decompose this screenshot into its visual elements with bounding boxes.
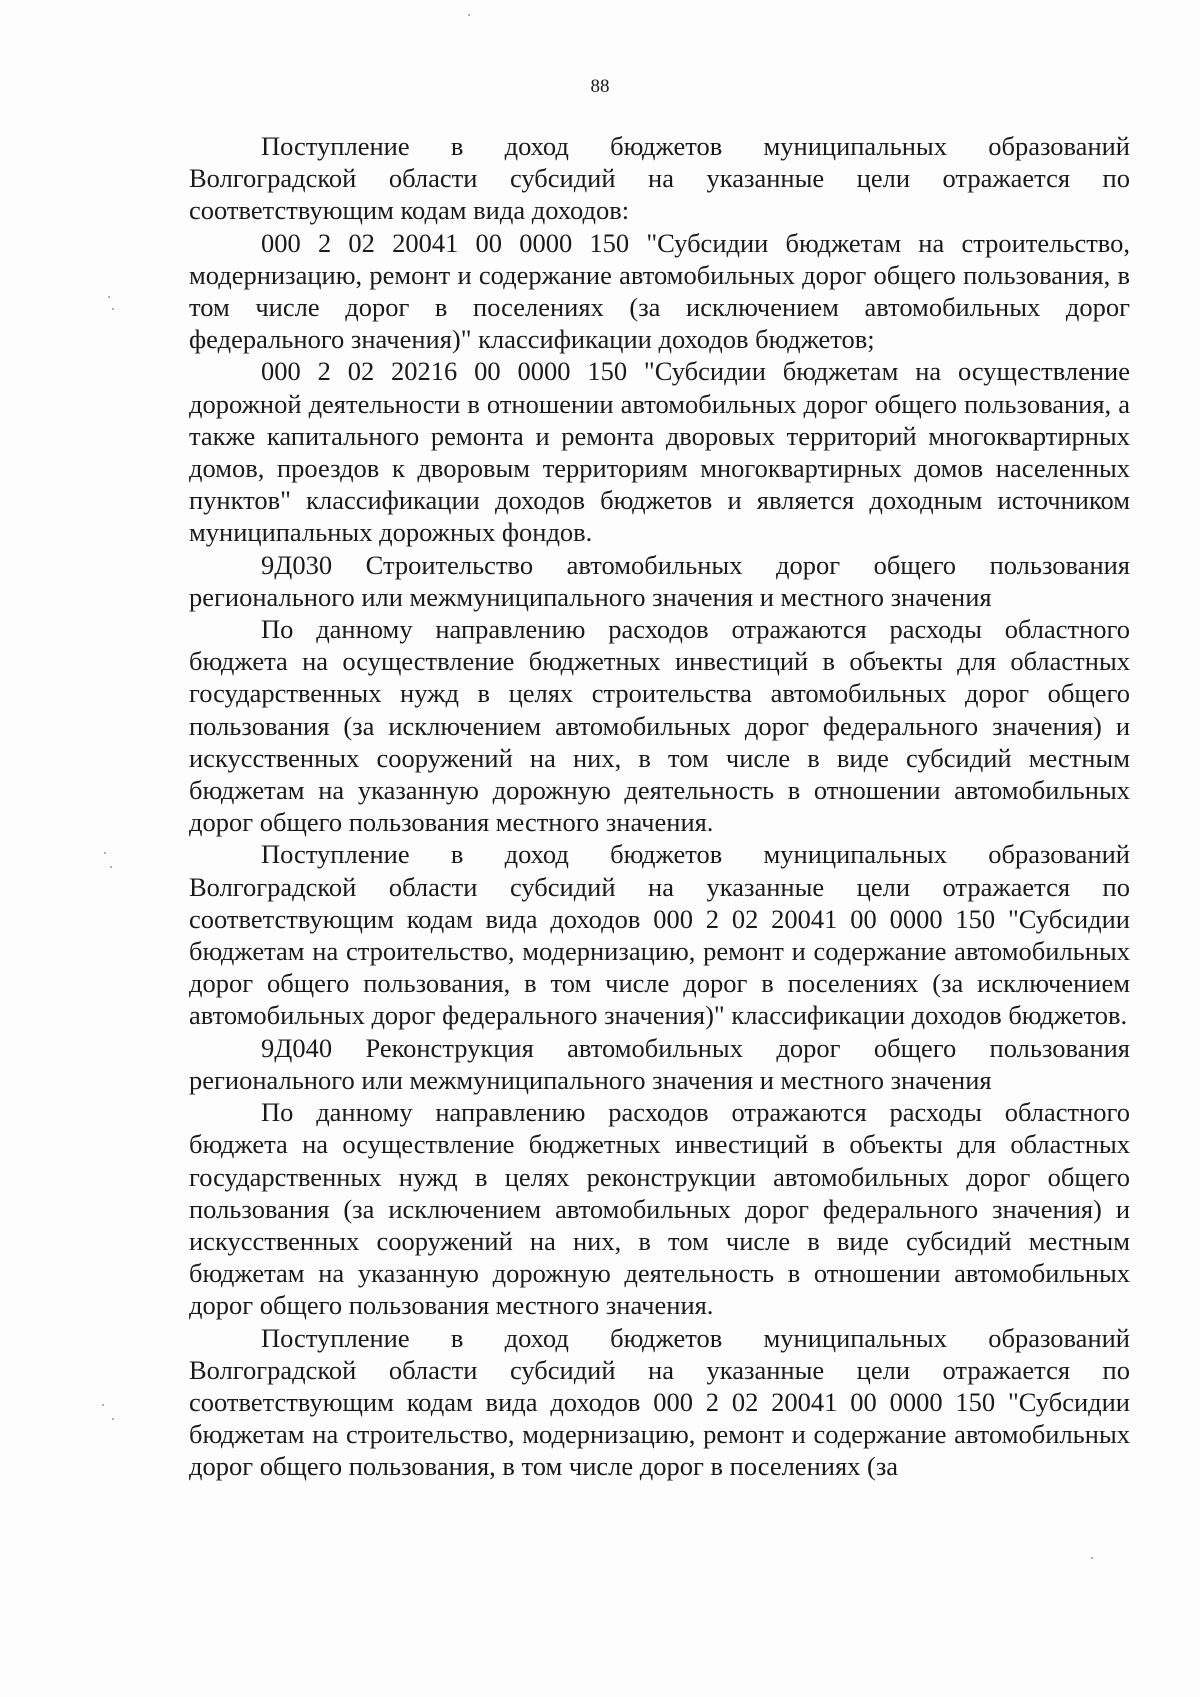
paragraph-code-20041: 000 2 02 20041 00 0000 150 "Субсидии бюджетам на строительство, модернизацию, ремонт и содержание автомобильных дорог общего пользования, в том числе дорог в поселениях (за исключением автомобильных дорог федерального значения)" классификации доходов бюджетов; bbox=[189, 227, 1130, 355]
paragraph-revenue-intro: Поступление в доход бюджетов муниципальных образований Волгоградской области субсидий на указанные цели отражается по соответствующим кодам вида доходов: bbox=[189, 131, 1130, 226]
scan-speck bbox=[104, 852, 106, 854]
scan-speck bbox=[102, 1404, 104, 1406]
scan-speck bbox=[468, 14, 470, 16]
paragraph-9d030-description: По данному направлению расходов отражаются расходы областного бюджета на осуществление бюджетных инвестиций в объекты для областных государственных нужд в целях строительства автомобильных дорог общего пользования (за исключением автомобильных дорог федерального значения) и искусственных сооружений на них, в том числе в виде субсидий местным бюджетам на указанную дорожную деятельность в отношении автомобильных дорог общего пользования местного значения. bbox=[189, 614, 1130, 838]
paragraph-9d030-revenue: Поступление в доход бюджетов муниципальных образований Волгоградской области субсидий на указанные цели отражается по соответствующим кодам вида доходов 000 2 02 20041 00 0000 150 "Субсидии бюджетам на строительство, модернизацию, ремонт и содержание автомобильных дорог общего пользования, в том числе дорог в поселениях (за исключением автомобильных дорог федерального значения)" классификации доходов бюджетов. bbox=[189, 839, 1130, 1031]
paragraph-9d040-description: По данному направлению расходов отражаются расходы областного бюджета на осуществление бюджетных инвестиций в объекты для областных государственных нужд в целях реконструкции автомобильных дорог общего пользования (за исключением автомобильных дорог федерального значения) и искусственных сооружений на них, в том числе в виде субсидий местным бюджетам на указанную дорожную деятельность в отношении автомобильных дорог общего пользования местного значения. bbox=[189, 1097, 1130, 1321]
page-number: 88 bbox=[590, 76, 610, 97]
scan-speck bbox=[112, 1418, 114, 1420]
paragraph-9d040-revenue: Поступление в доход бюджетов муниципальных образований Волгоградской области субсидий на указанные цели отражается по соответствующим кодам вида доходов 000 2 02 20041 00 0000 150 "Субсидии бюджетам на строительство, модернизацию, ремонт и содержание автомобильных дорог общего пользования, в том числе дорог в поселениях (за bbox=[189, 1322, 1130, 1482]
paragraph-heading-9d040: 9Д040 Реконструкция автомобильных дорог общего пользования регионального или межмуниципального значения и местного значения bbox=[189, 1032, 1130, 1095]
paragraph-code-20216: 000 2 02 20216 00 0000 150 "Субсидии бюджетам на осуществление дорожной деятельности в отношении автомобильных дорог общего пользования, а также капитального ремонта и ремонта дворовых территорий многоквартирных домов, проездов к дворовым территориям многоквартирных домов населенных пунктов" классификации доходов бюджетов и является доходным источником муниципальных дорожных фондов. bbox=[189, 356, 1130, 548]
scan-speck bbox=[108, 296, 110, 298]
scan-speck bbox=[112, 308, 114, 310]
paragraph-heading-9d030: 9Д030 Строительство автомобильных дорог общего пользования регионального или межмуниципального значения и местного значения bbox=[189, 549, 1130, 612]
document-body bbox=[189, 130, 1130, 1483]
scan-speck bbox=[110, 866, 112, 868]
scan-speck bbox=[1091, 1557, 1093, 1559]
